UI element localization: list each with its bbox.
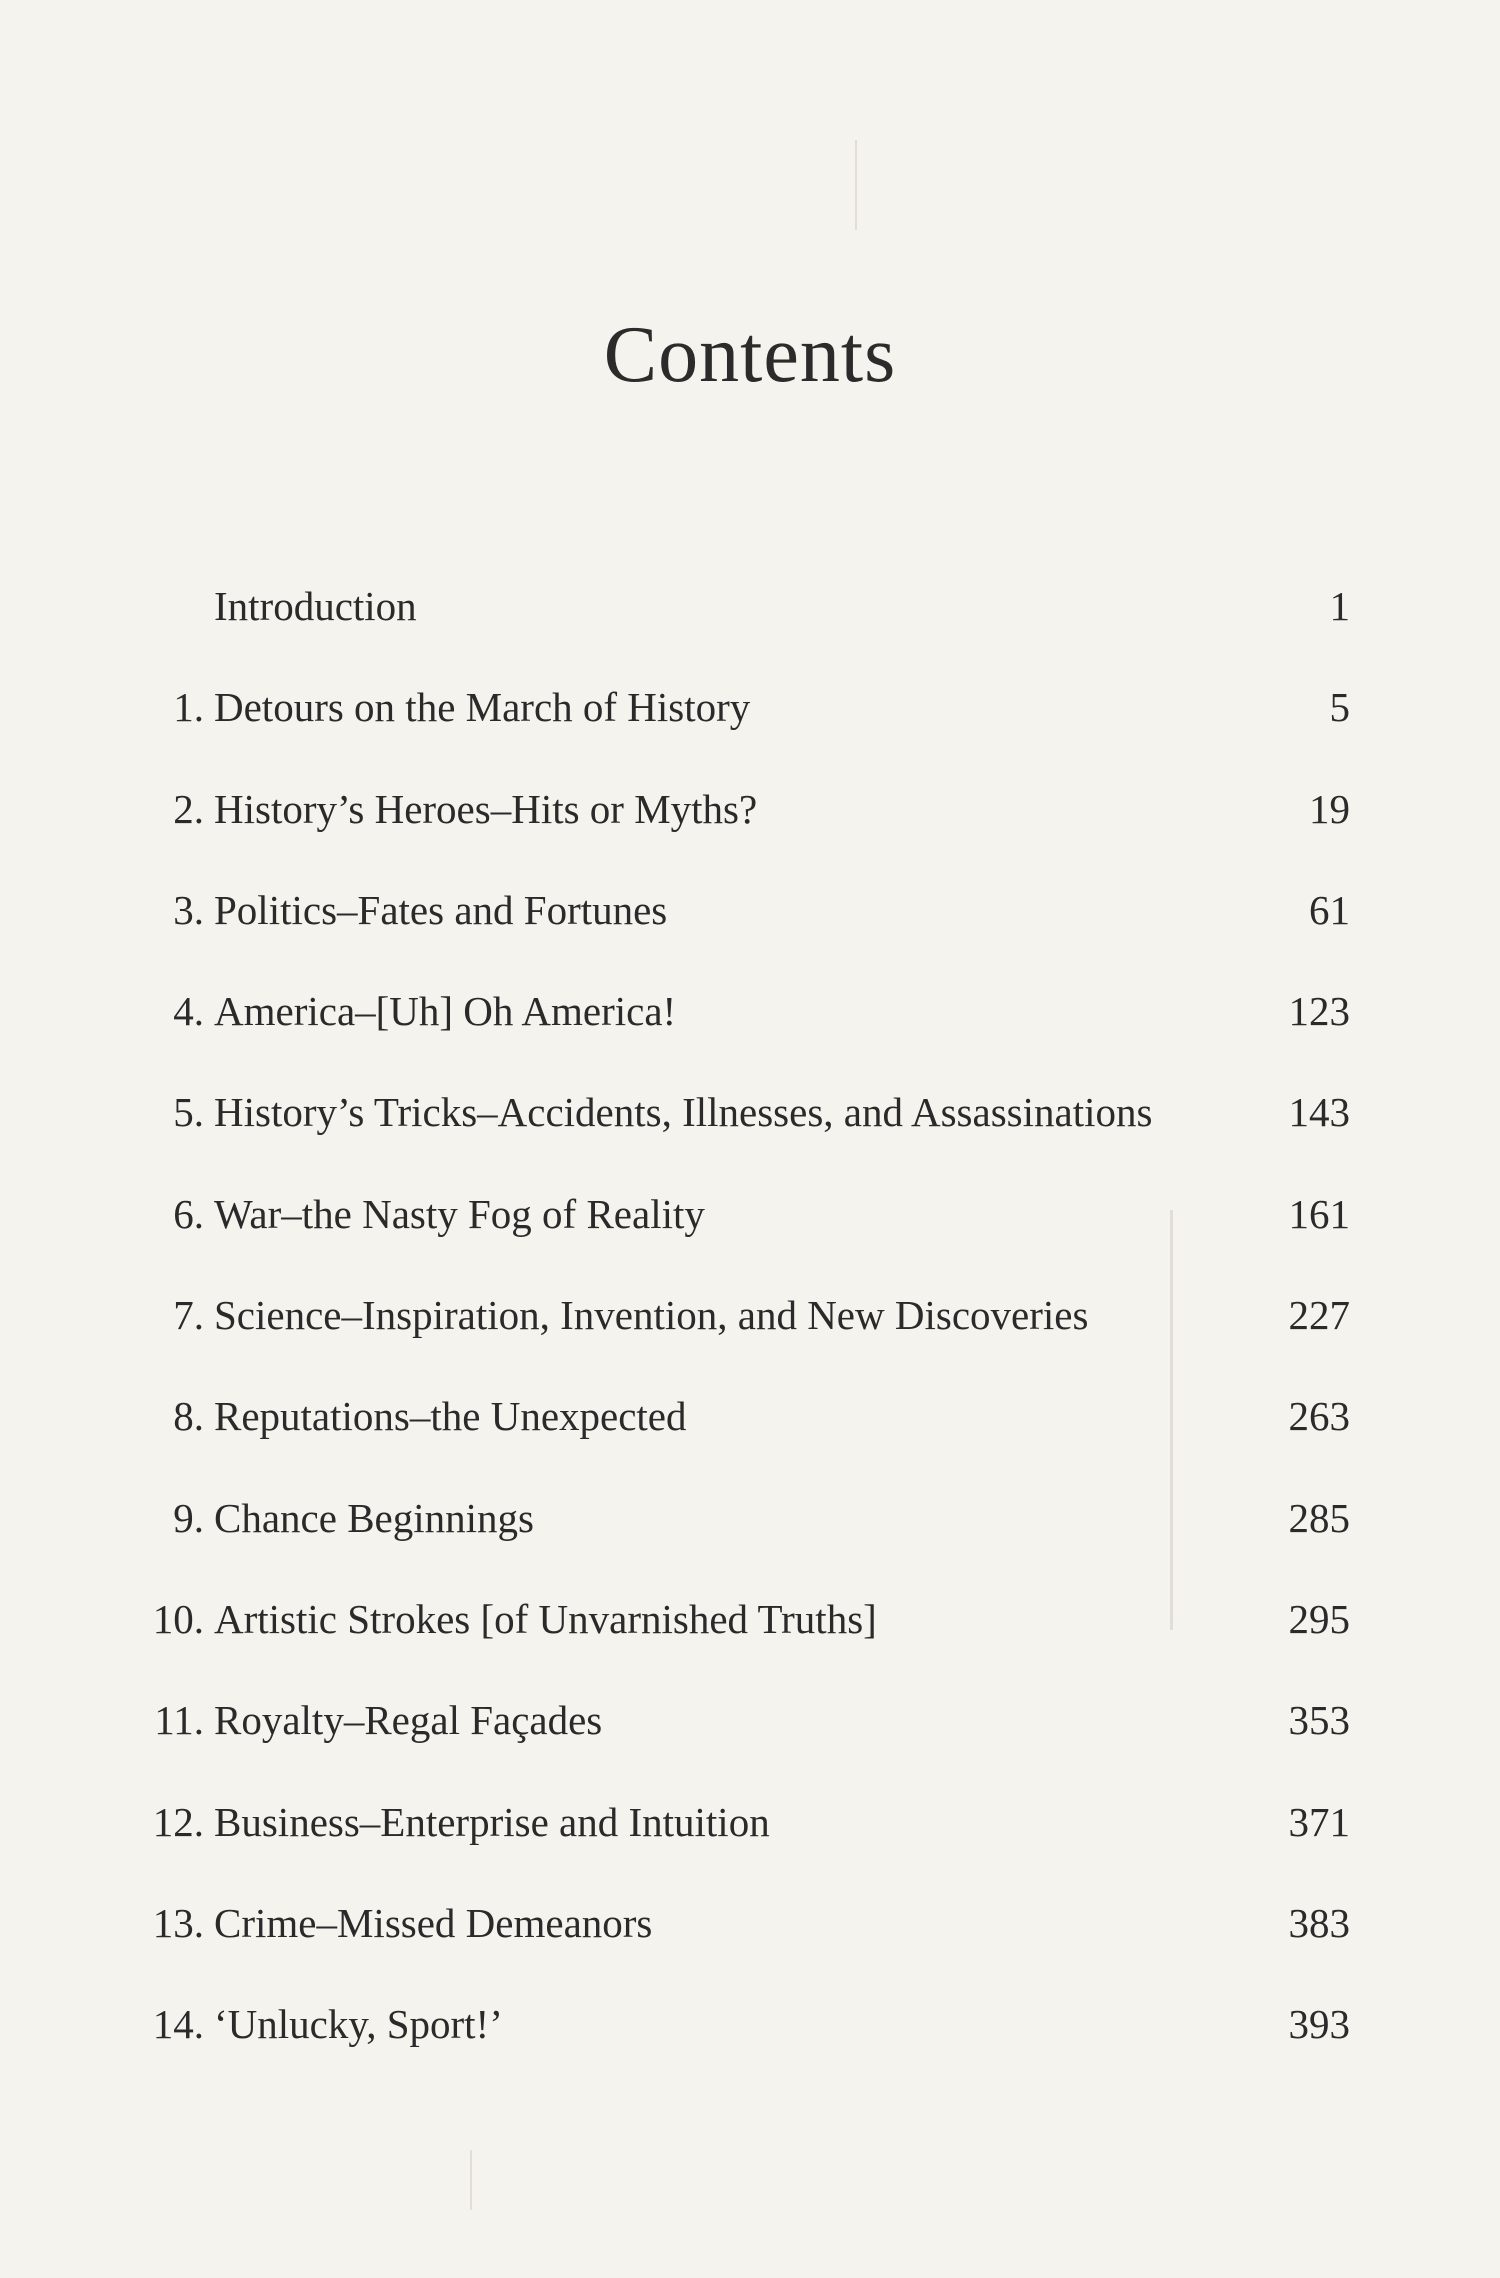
page-number: 285: [1288, 1494, 1350, 1541]
page-number: 61: [1309, 886, 1350, 933]
page-number: 353: [1288, 1697, 1350, 1744]
chapter-title: Science–Inspiration, Invention, and New Discoveries: [214, 1292, 1089, 1339]
chapter-title: Chance Beginnings: [214, 1494, 534, 1541]
chapter-title: History’s Heroes–Hits or Myths?: [214, 785, 758, 832]
toc-entry-10[interactable]: [0, 1585, 1500, 1686]
chapter-title: Business–Enterprise and Intuition: [214, 1798, 770, 1845]
toc-entry-3[interactable]: [0, 876, 1500, 977]
chapter-title: ‘Unlucky, Sport!’: [214, 2001, 503, 2048]
page-number: 371: [1288, 1798, 1350, 1845]
toc-entry-12[interactable]: [0, 1788, 1500, 1889]
page-number: 161: [1288, 1190, 1350, 1237]
chapter-title: History’s Tricks–Accidents, Illnesses, and Assassinations: [214, 1089, 1153, 1136]
toc-entry-1[interactable]: [0, 673, 1500, 774]
toc-entry-11[interactable]: [0, 1686, 1500, 1787]
toc-entry-8[interactable]: [0, 1382, 1500, 1483]
chapter-number: 12.: [152, 1798, 204, 1845]
chapter-number: 2.: [173, 785, 204, 832]
chapter-number: 13.: [152, 1899, 204, 1946]
chapter-number: 10.: [152, 1595, 204, 1642]
page-title: Contents: [603, 311, 897, 399]
page-number: 295: [1288, 1595, 1350, 1642]
chapter-title: Detours on the March of History: [214, 684, 751, 731]
page-number: 227: [1288, 1292, 1350, 1339]
toc-entry-4[interactable]: [0, 977, 1500, 1078]
page-number: 383: [1288, 1899, 1350, 1946]
chapter-number: 9.: [173, 1494, 204, 1541]
chapter-number: 6.: [173, 1190, 204, 1237]
chapter-title: War–the Nasty Fog of Reality: [214, 1190, 705, 1237]
page-number: 19: [1309, 785, 1350, 832]
chapter-number: 11.: [154, 1697, 204, 1744]
page-number: 123: [1288, 988, 1350, 1035]
chapter-title: America–[Uh] Oh America!: [214, 988, 677, 1035]
chapter-number: 14.: [152, 2001, 204, 2048]
chapter-title: Artistic Strokes [of Unvarnished Truths]: [214, 1595, 877, 1642]
toc-entry-7[interactable]: [0, 1281, 1500, 1382]
toc-entry-5[interactable]: [0, 1078, 1500, 1179]
table-of-contents: [0, 572, 1500, 2091]
chapter-title: Reputations–the Unexpected: [214, 1393, 687, 1440]
scan-line-top: [855, 140, 857, 230]
toc-entry-9[interactable]: [0, 1484, 1500, 1585]
chapter-number: 3.: [173, 886, 204, 933]
toc-entry-13[interactable]: [0, 1889, 1500, 1990]
toc-entry-2[interactable]: [0, 775, 1500, 876]
chapter-title: Introduction: [214, 583, 417, 629]
scan-line-bottom: [470, 2150, 472, 2210]
chapter-number: 8.: [173, 1393, 204, 1440]
page-number: 1: [1329, 583, 1350, 629]
chapter-title: Royalty–Regal Façades: [214, 1697, 603, 1744]
chapter-number: 4.: [173, 988, 204, 1035]
chapter-title: Crime–Missed Demeanors: [214, 1899, 653, 1946]
toc-entry-14[interactable]: [0, 1990, 1500, 2091]
page-number: 5: [1329, 684, 1350, 731]
page-number: 263: [1288, 1393, 1350, 1440]
chapter-number: 1.: [173, 684, 204, 731]
page-number: 143: [1288, 1089, 1350, 1136]
page-number: 393: [1288, 2001, 1350, 2048]
chapter-number: 5.: [173, 1089, 204, 1136]
toc-entry-introduction[interactable]: [0, 572, 1500, 673]
chapter-number: 7.: [173, 1292, 204, 1339]
toc-entry-6[interactable]: [0, 1180, 1500, 1281]
chapter-title: Politics–Fates and Fortunes: [214, 886, 668, 933]
